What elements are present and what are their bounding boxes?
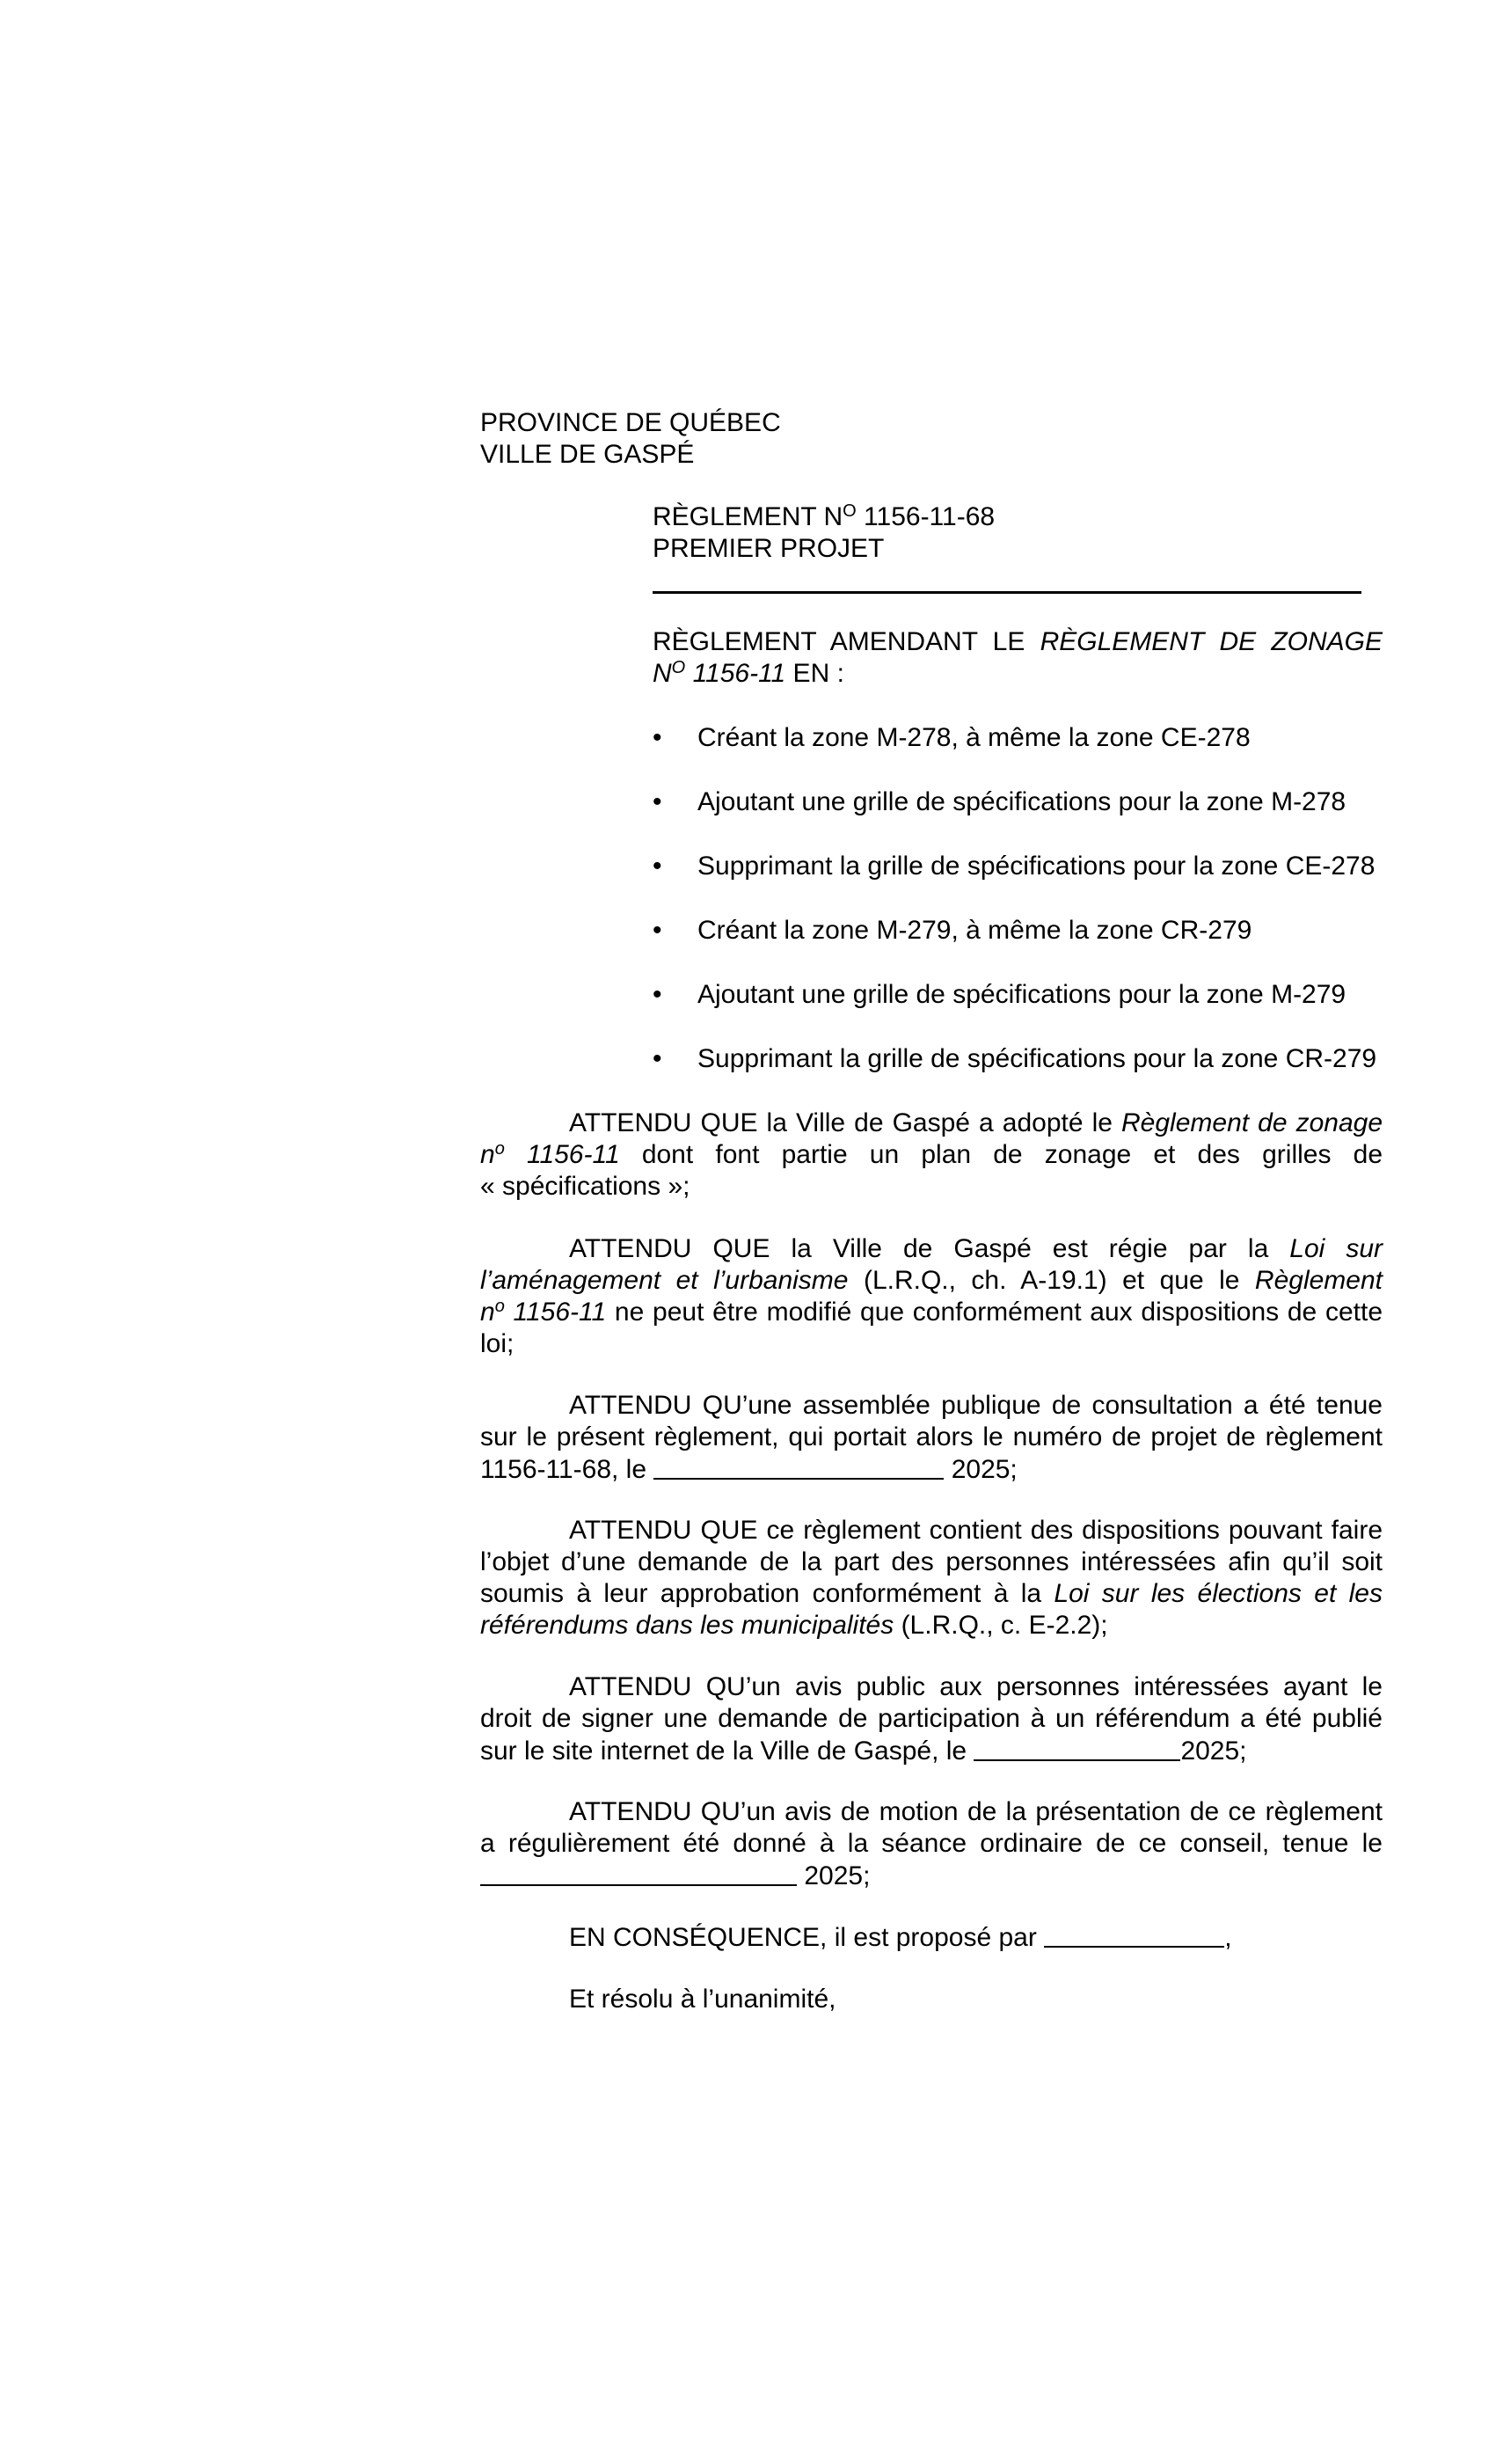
bullet-icon: • [653,916,662,945]
attendu-paragraph-5: ATTENDU QU’un avis public aux personnes intéressées ayant le droit de signer une demande de participation à un référendum a été publié sur le site internet de la Ville de Gaspé, le 2025; [480,1672,1383,1766]
bullet-icon: • [653,1044,662,1073]
header-block [480,407,781,471]
attendu-paragraph-4: ATTENDU QUE ce règlement contient des dispositions pouvant faire l’objet d’une demande de la part des personnes intéressées afin qu’il soit soumis à leur approbation conformément à la Loi sur les élections et les référendums dans les municipalités (L.R.Q., c. E-2.2); [480,1516,1383,1640]
attendu-paragraph-6: ATTENDU QU’un avis de motion de la présentation de ce règlement a régulièrement été donné à la séance ordinaire de ce conseil, tenue le 2025; [480,1797,1383,1890]
reglement-project: PREMIER PROJET [653,534,885,563]
reglement-number: RÈGLEMENT $N^O$ 1156-11-68 [653,501,996,531]
attendu-paragraph-3: ATTENDU QU’une assemblée publique de consultation a été tenue sur le présent règlement, qui portait alors le numéro de projet de règlement 1156-11-68, le 2025; [480,1391,1383,1484]
publication-date-blank-field[interactable] [974,1735,1180,1761]
bullet-icon: • [653,980,662,1009]
motion-date-blank-field[interactable] [480,1860,797,1886]
attendu-paragraph-2: ATTENDU QUE la Ville de Gaspé est régie par la Loi sur l’aménagement et l’urbanisme (L.R.Q., ch. A-19.1) et que le Règlement $n^o$ 1156-11 ne peut être modifié que conformément aux dispositions de cette loi; [480,1234,1383,1358]
title-separator-rule [653,591,1361,594]
reglement-block [653,501,995,565]
province-label: PROVINCE DE QUÉBEC [480,408,781,437]
amendment-title: RÈGLEMENT AMENDANT LE RÈGLEMENT DE ZONAGE $N^O$ 1156-11 EN : [653,627,1383,688]
document-page: PROVINCE DE QUÉBEC VILLE DE GASPÉ RÈGLEMENT $N^O$ 1156-11-68 PREMIER PROJET RÈGLEMENT AMENDANT LE RÈGLEMENT DE ZONAGE $N^O$ 1156-11 EN : • Créant la zone M-278, à même la zone CE-278 • Ajoutant une grille de spécifications pour la zone M-278 • Supprimant la grille de spécifications pour la zone CE-278 • Créant la zone M-279, à même la zone CR-279 • Ajoutant une grille de spécifications pour la zone M-279 • Supprimant la grille de spécifications pour la zone CR-279 ATTENDU QUE la Ville de Gaspé a adopté le Règlement de zonage $n^o$ 1156-11 dont font partie un plan de zonage et des grilles de « spécifications »; ATTENDU QUE la Ville de Gaspé est régie par la Loi sur l’aménagement et l’urbanisme (L.R.Q., ch. A-19.1) et que le Règlement $n^o$ 1156-11 ne peut être modifié que conformément aux dispositions de cette loi; ATTENDU QU’une assemblée publique de consultation a été tenue sur le présent règlement, qui portait alors le numéro de projet de règlement 1156-11-68, le 2025; ATTENDU QUE ce règlement contient des dispositions pouvant faire l’objet d’une demande de la part des personnes intéressées afin qu’il soit soumis à leur approbation conformément à la Loi sur les élections et les référendums dans les municipalités (L.R.Q., c. E-2.2); ATTENDU QU’un avis public aux personnes intéressées ayant le droit de signer une demande de participation à un référendum a été publié sur le site internet de la Ville de Gaspé, le 2025; ATTENDU QU’un avis de motion de la présentation de ce règlement a régulièrement été donné à la séance ordinaire de ce conseil, tenue le 2025; EN CONSÉQUENCE, il est proposé par , Et résolu à l’unanimité, [480,408,1383,2014]
attendu-paragraph-1: ATTENDU QUE la Ville de Gaspé a adopté le Règlement de zonage $n^o$ 1156-11 dont font partie un plan de zonage et des grilles de « spécifications »; [480,1108,1383,1201]
bullet-icon: • [653,852,662,881]
ville-label: VILLE DE GASPÉ [480,440,695,469]
date-blank-field[interactable] [653,1453,944,1480]
conclusion-proposed: EN CONSÉQUENCE, il est proposé par , [569,1923,1232,1952]
conclusion-resolved: Et résolu à l’unanimité, [569,1985,836,2014]
bullet-icon: • [653,723,662,752]
bullet-icon: • [653,787,662,816]
proposer-blank-field[interactable] [1044,1921,1224,1948]
